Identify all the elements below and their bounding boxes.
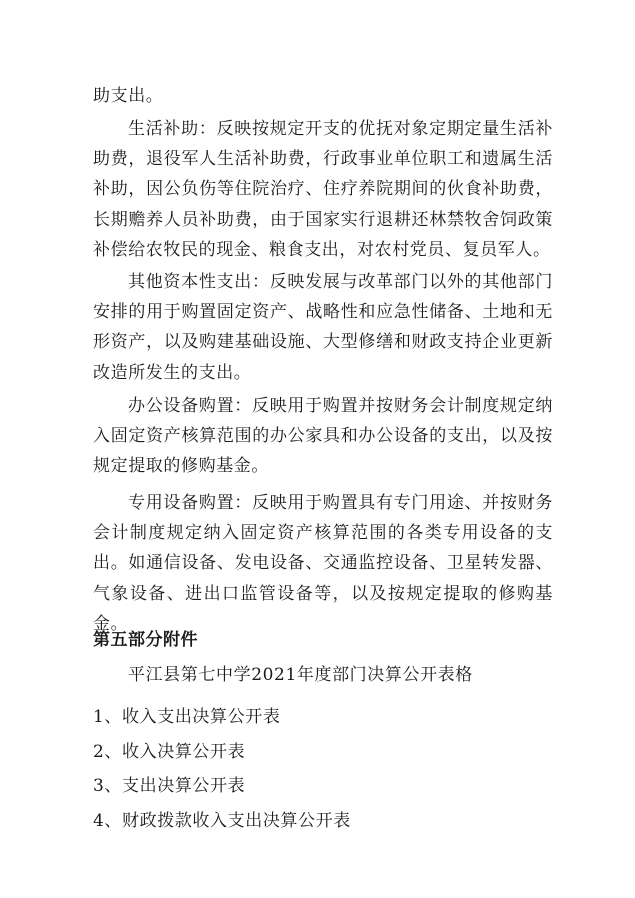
subheading: 平江县第七中学2021年度部门决算公开表格 (128, 665, 473, 685)
list-item: 1、收入支出决算公开表 (93, 707, 281, 727)
definition-text: 反映用于购置并按财务会计制度规定纳入固定资产核算范围的办公家具和办公设备的支出，以及按规定提取的修购基金。 (93, 396, 554, 477)
definition-term: 专用设备购置： (128, 493, 252, 513)
list-item: 2、收入决算公开表 (93, 741, 246, 762)
attachment-list (93, 700, 351, 838)
continuation-text: 助支出。 (93, 86, 164, 106)
definition-term: 办公设备购置： (128, 396, 252, 416)
definition-office-equipment (93, 391, 553, 482)
definition-term: 其他资本性支出： (128, 272, 270, 292)
definition-text: 反映发展与改革部门以外的其他部门安排的用于购置固定资产、战略性和应急性储备、土地和无形资产，以及购建基础设施、大型修缮和财政支持企业更新改造所发生的支出。 (93, 272, 553, 383)
definition-term: 生活补助： (128, 119, 217, 139)
section-heading: 第五部分附件 (93, 630, 198, 650)
definition-text: 反映按规定开支的优抚对象定期定量生活补助费，退役军人生活补助费，行政事业单位职工和遗属生活补助，因公负伤等住院治疗、住疗养院期间的伙食补助费，长期赡养人员补助费，由于国家实行退耕还林禁牧舍饲政策补偿给农牧民的现金、粮食支出，对农村党员、复员军人。 (93, 119, 554, 260)
list-item: 4、财政拨款收入支出决算公开表 (93, 810, 351, 831)
definition-living-subsidy (93, 114, 553, 265)
list-item: 3、支出决算公开表 (93, 776, 246, 796)
definition-text: 反映用于购置具有专门用途、并按财务会计制度规定纳入固定资产核算范围的各类专用设备的支出。如通信设备、发电设备、交通监控设备、卫星转发器、气象设备、进出口监管设备等，以及按规定提取的修购基金。 (93, 493, 554, 634)
definition-other-capital (93, 267, 553, 388)
definition-special-equipment (93, 488, 553, 639)
